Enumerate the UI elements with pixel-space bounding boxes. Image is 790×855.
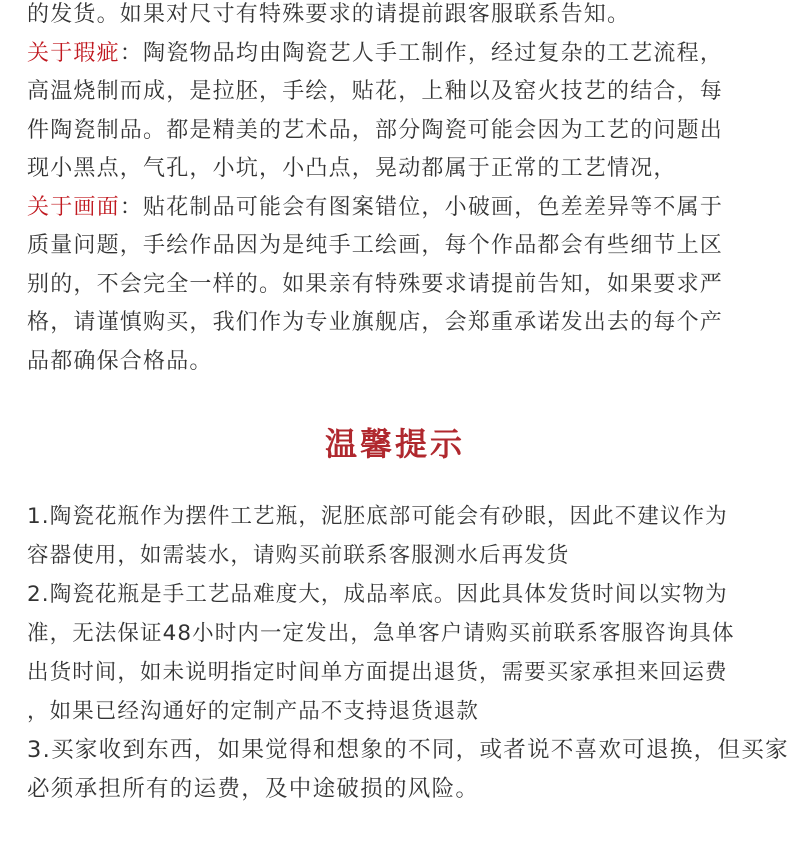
tip-2-line-2: 准，无法保证48小时内一定发出，急单客户请购买前联系客服咨询具体	[27, 621, 735, 646]
flaws-line-1	[27, 35, 772, 74]
flaws-line-2: 高温烧制而成，是拉胚，手绘，贴花，上釉以及窑火技艺的结合，每	[27, 79, 724, 104]
picture-text: ：贴花制品可能会有图案错位，小破画，色差差异等不属于	[119, 194, 724, 220]
picture-line-4: 格，请谨慎购买，我们作为专业旗舰店，会郑重承诺发出去的每个产	[27, 310, 724, 335]
shipping-note-line	[27, 0, 772, 35]
tip-2-line-1: 2.陶瓷花瓶是手工艺品难度大，成品率底。因此具体发货时间以实物为	[27, 582, 728, 607]
product-notes	[27, 0, 772, 381]
flaws-label: 关于瑕疵	[27, 40, 120, 66]
tip-3-line-1: 3.买家收到东西，如果觉得和想象的不同，或者说不喜欢可退换，但买家	[27, 737, 789, 763]
flaws-text: ：陶瓷物品均由陶瓷艺人手工制作，经过复杂的工艺流程，	[119, 40, 724, 66]
tip-2-line-4: ，如果已经沟通好的定制产品不支持退货退款	[27, 699, 480, 724]
shipping-note-text: 的发货。如果对尺寸有特殊要求的请提前跟客服联系告知。	[27, 2, 631, 27]
flaws-line-4: 现小黑点，气孔，小坑，小凸点，晃动都属于正常的工艺情况，	[27, 156, 677, 181]
tip-item-1	[27, 497, 787, 575]
tip-2-line-3: 出货时间，如未说明指定时间单方面提出退货，需要买家承担来回运费	[27, 660, 728, 685]
tip-item-2	[27, 575, 787, 731]
picture-line-5: 品都确保合格品。	[27, 348, 213, 374]
tip-1-line-1: 1.陶瓷花瓶作为摆件工艺瓶，泥胚底部可能会有砂眼，因此不建议作为	[27, 504, 728, 529]
tips-list	[27, 497, 787, 809]
tip-1-line-2: 容器使用，如需装水，请购买前联系客服测水后再发货	[27, 543, 570, 568]
picture-line-3: 别的，不会完全一样的。如果亲有特殊要求请提前告知，如果要求严	[27, 271, 724, 297]
picture-line-1	[27, 189, 772, 228]
tip-item-3	[27, 731, 787, 809]
tip-3-line-2: 必须承担所有的运费，及中途破损的风险。	[27, 776, 480, 802]
flaws-line-3: 件陶瓷制品。都是精美的艺术品，部分陶瓷可能会因为工艺的问题出	[27, 117, 724, 143]
picture-line-2: 质量问题，手绘作品因为是纯手工绘画，每个作品都会有些细节上区	[27, 233, 724, 258]
picture-label: 关于画面	[27, 194, 120, 220]
tips-heading: 温馨提示	[324, 425, 465, 463]
